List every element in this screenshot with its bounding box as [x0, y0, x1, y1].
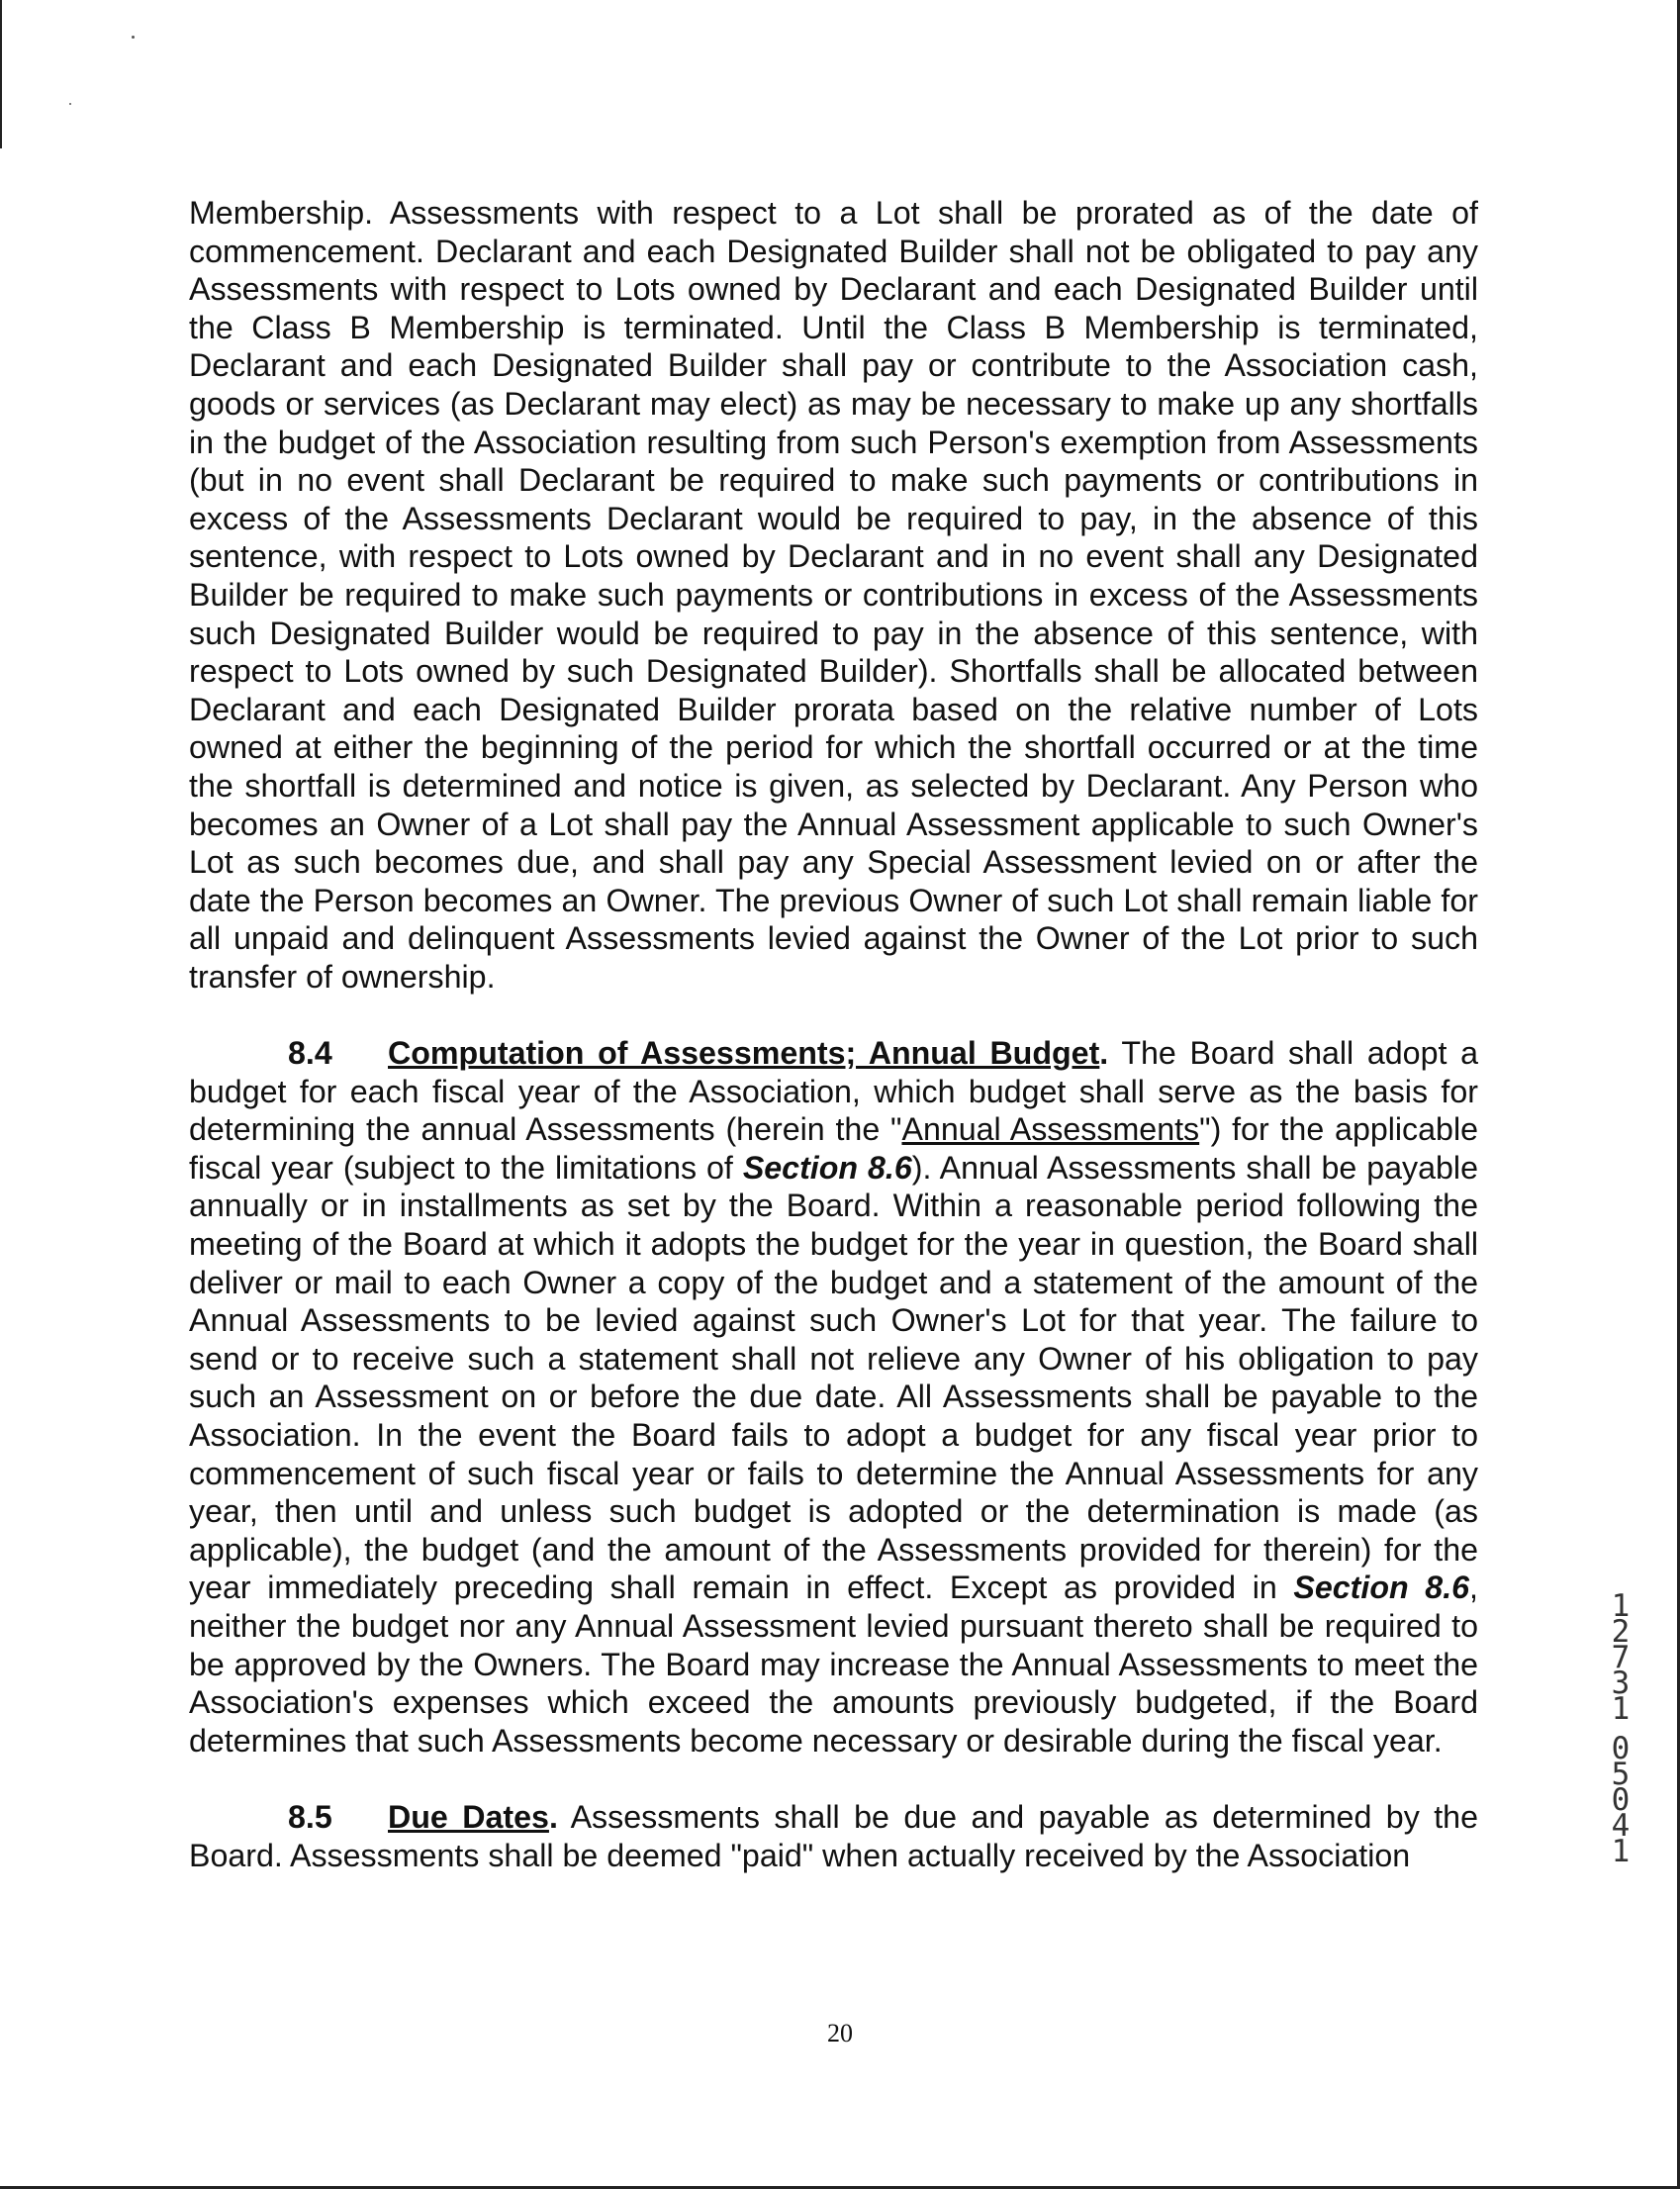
- section-title-period: .: [1099, 1035, 1109, 1072]
- continuation-paragraph: Membership. Assessments with respect to a Lot shall be prorated as of the date of commencement. Declarant and each Designated Builder shall not be obligated to pay any Assessments with respect to Lots owned by Declarant and each Designated Builder until the Class B Membership is terminated. Until the Class B Membership is terminated, Declarant and each Designated Builder shall pay or contribute to the Association cash, goods or services (as Declarant may elect) as may be necessary to make up any shortfalls in the budget of the Association resulting from such Person's exemption from Assessments (but in no event shall Declarant be required to make such payments or contributions in excess of the Assessments Declarant would be required to pay, in the absence of this sentence, with respect to Lots owned by Declarant and in no event shall any Designated Builder be required to make such payments or contributions in excess of the Assessments such Designated Builder would be required to pay in the absence of this sentence, with respect to Lots owned by such Designated Builder). Shortfalls shall be allocated between Declarant and each Designated Builder prorata based on the relative number of Lots owned at either the beginning of the period for which the shortfall occurred or at the time the shortfall is determined and notice is given, as selected by Declarant. Any Person who becomes an Owner of a Lot shall pay the Annual Assessment applicable to such Owner's Lot as such becomes due, and shall pay any Special Assessment levied on or after the date the Person becomes an Owner. The previous Owner of such Lot shall remain liable for all unpaid and delinquent Assessments levied against the Owner of the Lot prior to such transfer of ownership.: [189, 195, 1478, 995]
- section-title-period: .: [548, 1798, 558, 1835]
- section-number: 8.4: [288, 1035, 332, 1072]
- stamp-digit: 1: [1611, 1691, 1631, 1727]
- section-text: ") for the applicable fiscal year (subject to the limitations of: [189, 1111, 1478, 1186]
- section-8-5-paragraph: [189, 1798, 1478, 1874]
- section-reference: Section 8.6: [1293, 1570, 1470, 1606]
- stamp-digit: 2: [1611, 1614, 1631, 1650]
- section-text: The Board shall adopt a budget for each fiscal year of the Association, which budget shall serve as the basis for determining the annual Assessments (herein the ": [189, 1035, 1478, 1148]
- document-body: [189, 194, 1478, 1874]
- section-8-4-paragraph: [189, 1034, 1478, 1760]
- section-text: ). Annual Assessments shall be payable annually or in installments as set by the Board. Within a reasonable period following the meeting of the Board at which it adopts the budget for the year in question, the Board shall deliver or mail to each Owner a copy of the budget and a statement of the amount of the Annual Assessments to be levied against such Owner's Lot for that year. The failure to send or to receive such a statement shall not relieve any Owner of his obligation to pay such an Assessment on or before the due date. All Assessments shall be payable to the Association. In the event the Board fails to adopt a budget for any fiscal year prior to commencement of such fiscal year or fails to determine the Annual Assessments for any year, then until and unless such budget is adopted or the determination is made (as applicable), the budget (and the amount of the Assessments provided for therein) for the year immediately preceding shall remain in effect. Except as provided in: [189, 1149, 1478, 1606]
- paragraph-spacer: [189, 996, 1478, 1034]
- section-title: Due Dates: [388, 1798, 549, 1835]
- section-text: Assessments shall be due and payable as determined by the Board. Assessments shall be deemed "paid" when actually received by the Association: [189, 1798, 1478, 1873]
- scan-border-left: [0, 0, 2, 148]
- stamp-digit: 7: [1611, 1640, 1631, 1675]
- defined-term: Annual Assessments: [901, 1111, 1200, 1148]
- scan-speck: [69, 103, 71, 105]
- section-reference: Section 8.6: [742, 1149, 912, 1186]
- margin-stamp: [1601, 1588, 1640, 1869]
- stamp-digit: 3: [1611, 1666, 1631, 1701]
- stamp-digit: 0: [1611, 1782, 1631, 1818]
- section-text: , neither the budget nor any Annual Assessment levied pursuant thereto shall be required to be approved by the Owners. The Board may increase the Annual Assessments to meet the Association's expenses which exceed the amounts previously budgeted, if the Board determines that such Assessments become necessary or desirable during the fiscal year.: [189, 1570, 1478, 1759]
- section-number: 8.5: [288, 1798, 332, 1835]
- stamp-digit: 1: [1611, 1588, 1631, 1624]
- scan-speck: [132, 36, 135, 39]
- paragraph-spacer: [189, 1760, 1478, 1798]
- stamp-digit: 0: [1611, 1731, 1631, 1766]
- section-title: Computation of Assessments; Annual Budget: [388, 1035, 1100, 1072]
- stamp-digit: 4: [1611, 1808, 1631, 1844]
- stamp-digit: 5: [1611, 1757, 1631, 1792]
- stamp-digit: 1: [1611, 1834, 1631, 1869]
- page-number: 20: [827, 2019, 853, 2047]
